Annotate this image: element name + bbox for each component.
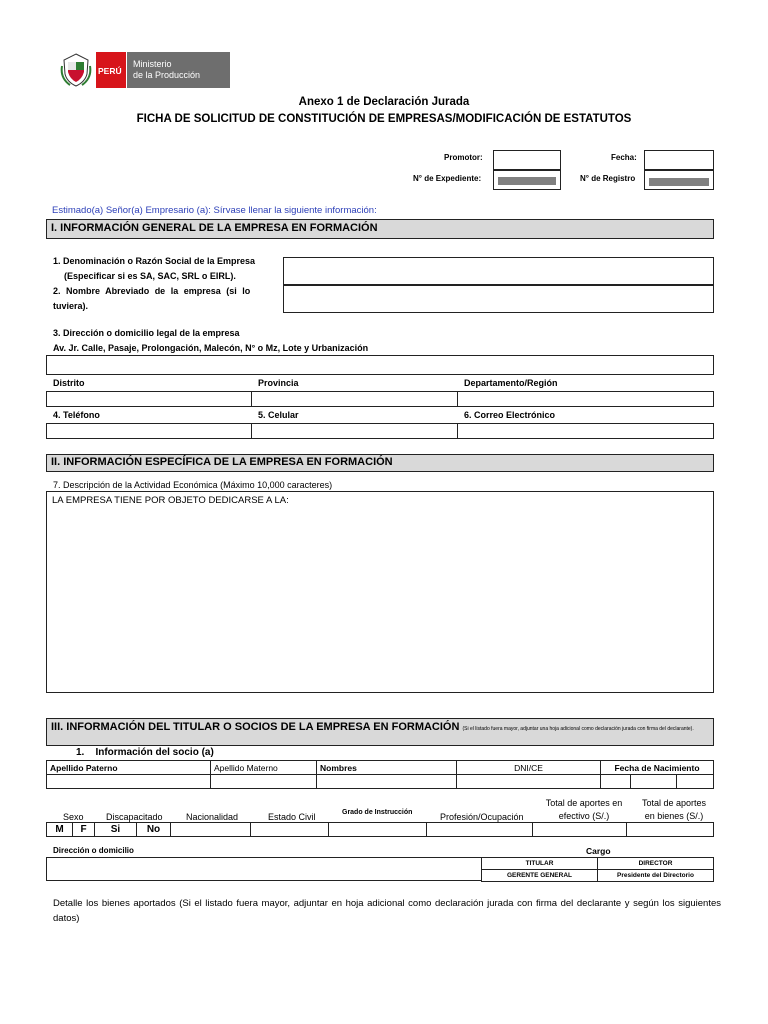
col-fecha-nacimiento: Fecha de Nacimiento <box>601 761 714 775</box>
grado-field[interactable] <box>329 823 427 837</box>
country-label: PERÚ <box>98 66 122 76</box>
form-title: Anexo 1 de Declaración Jurada <box>298 96 470 108</box>
correo-field[interactable] <box>457 423 714 439</box>
aportes-bienes-label-1: Total de aportes <box>641 798 707 808</box>
direccion-socio-label: Dirección o domicilio <box>53 846 134 855</box>
cargo-gerente[interactable]: GERENTE GENERAL <box>482 870 598 882</box>
celular-field[interactable] <box>251 423 458 439</box>
coat-of-arms-icon <box>60 52 92 88</box>
q1-label-a: 1. Denominación o Razón Social de la Empresa <box>53 256 256 266</box>
section3-title: III. INFORMACIÓN DEL TITULAR O SOCIOS DE LA EMPRESA EN FORMACIÓN <box>51 721 460 733</box>
intro-text: Estimado(a) Señor(a) Empresario (a): Sírvase llenar la siguiente información: <box>52 205 377 216</box>
ministry-line2: de la Producción <box>133 70 201 80</box>
promotor-label: Promotor: <box>444 153 483 162</box>
nacionalidad-label: Nacionalidad <box>186 812 239 822</box>
cargo-table <box>481 857 714 882</box>
nacionalidad-field[interactable] <box>171 823 251 837</box>
registro-label: N° de Registro <box>580 174 636 183</box>
direccion-socio-field[interactable] <box>46 857 482 881</box>
actividad-textarea[interactable] <box>46 491 714 693</box>
form-subtitle: FICHA DE SOLICITUD DE CONSTITUCIÓN DE EMPRESAS/MODIFICACIÓN DE ESTATUTOS <box>136 113 632 125</box>
section1-header: I. INFORMACIÓN GENERAL DE LA EMPRESA EN FORMACIÓN <box>46 219 714 239</box>
q1-label-b: (Especificar si es SA, SAC, SRL o EIRL). <box>64 271 236 281</box>
telefono-field[interactable] <box>46 423 252 439</box>
discapacitado-si-option[interactable]: Si <box>95 823 137 837</box>
estado-civil-field[interactable] <box>251 823 329 837</box>
telefono-label: 4. Teléfono <box>53 410 100 420</box>
discapacitado-label: Discapacitado <box>106 812 163 822</box>
cargo-label: Cargo <box>586 846 611 856</box>
sexo-f-option[interactable]: F <box>73 823 95 837</box>
celular-label: 5. Celular <box>258 410 299 420</box>
distrito-field[interactable] <box>46 391 252 407</box>
estado-civil-label: Estado Civil <box>268 812 316 822</box>
objeto-text: LA EMPRESA TIENE POR OBJETO DEDICARSE A LA: <box>52 495 289 506</box>
section3-header <box>46 718 714 746</box>
detalle-text: Detalle los bienes aportados (Si el listado fuera mayor, adjuntar en hoja adicional como declaración jurada con firma del declarante y según los siguientes datos) <box>53 898 721 924</box>
ministry-box <box>127 52 230 88</box>
socio-detail-table <box>46 822 714 837</box>
aportes-efectivo-field[interactable] <box>533 823 627 837</box>
apellido-materno-field[interactable] <box>211 775 317 789</box>
peru-flag-box <box>96 52 126 88</box>
grado-label: Grado de Instrucción <box>342 809 413 816</box>
q2-label-a: 2. Nombre Abreviado de la empresa (si lo <box>53 286 251 296</box>
registro-field[interactable] <box>644 170 714 190</box>
nombre-abreviado-field[interactable] <box>283 285 714 313</box>
q3-label-a: 3. Dirección o domicilio legal de la empresa <box>53 328 240 338</box>
promotor-field[interactable] <box>493 150 561 170</box>
fecha-label: Fecha: <box>611 153 637 162</box>
sexo-label: Sexo <box>63 812 84 822</box>
sexo-m-option[interactable]: M <box>47 823 73 837</box>
expediente-field[interactable] <box>493 170 561 190</box>
expediente-label: N° de Expediente: <box>413 174 482 183</box>
socio-heading: 1. Información del socio (a) <box>76 747 214 758</box>
fecha-field[interactable] <box>644 150 714 170</box>
aportes-efectivo-label-2: efectivo (S/.) <box>558 811 610 821</box>
discapacitado-no-option[interactable]: No <box>137 823 171 837</box>
dni-field[interactable] <box>457 775 601 789</box>
profesion-label: Profesión/Ocupación <box>440 812 524 822</box>
distrito-label: Distrito <box>53 378 85 388</box>
direccion-field[interactable] <box>46 355 714 375</box>
section3-note: (Si el listado fuera mayor, adjuntar una hoja adicional como declaración jurada con firma del declarante). <box>462 726 694 732</box>
cargo-presidente[interactable]: Presidente del Directorio <box>598 870 714 882</box>
section2-header: II. INFORMACIÓN ESPECÍFICA DE LA EMPRESA EN FORMACIÓN <box>46 454 714 472</box>
ministry-line1: Ministerio <box>133 59 172 69</box>
aportes-bienes-label-2: en bienes (S/.) <box>644 811 704 821</box>
q7-label: 7. Descripción de la Actividad Económica (Máximo 10,000 caracteres) <box>53 480 333 490</box>
col-apellido-materno: Apellido Materno <box>211 761 317 775</box>
apellido-paterno-field[interactable] <box>47 775 211 789</box>
provincia-field[interactable] <box>251 391 458 407</box>
col-nombres: Nombres <box>317 761 457 775</box>
q3-label-b: Av. Jr. Calle, Pasaje, Prolongación, Malecón, N° o Mz, Lote y Urbanización <box>53 343 369 353</box>
col-apellido-paterno: Apellido Paterno <box>47 761 211 775</box>
q2-label-b: tuviera). <box>53 301 89 311</box>
cargo-titular[interactable]: TITULAR <box>482 858 598 870</box>
aportes-bienes-field[interactable] <box>627 823 714 837</box>
col-dni: DNI/CE <box>457 761 601 775</box>
logo <box>60 50 230 90</box>
socio-names-table <box>46 760 714 789</box>
departamento-label: Departamento/Región <box>464 378 558 388</box>
fecha-anio-field[interactable] <box>677 775 714 789</box>
provincia-label: Provincia <box>258 378 299 388</box>
razon-social-field[interactable] <box>283 257 714 285</box>
aportes-efectivo-label-1: Total de aportes en <box>545 798 623 808</box>
cargo-director[interactable]: DIRECTOR <box>598 858 714 870</box>
fecha-dia-field[interactable] <box>601 775 631 789</box>
correo-label: 6. Correo Electrónico <box>464 410 556 420</box>
fecha-mes-field[interactable] <box>631 775 677 789</box>
profesion-field[interactable] <box>427 823 533 837</box>
nombres-field[interactable] <box>317 775 457 789</box>
departamento-field[interactable] <box>457 391 714 407</box>
